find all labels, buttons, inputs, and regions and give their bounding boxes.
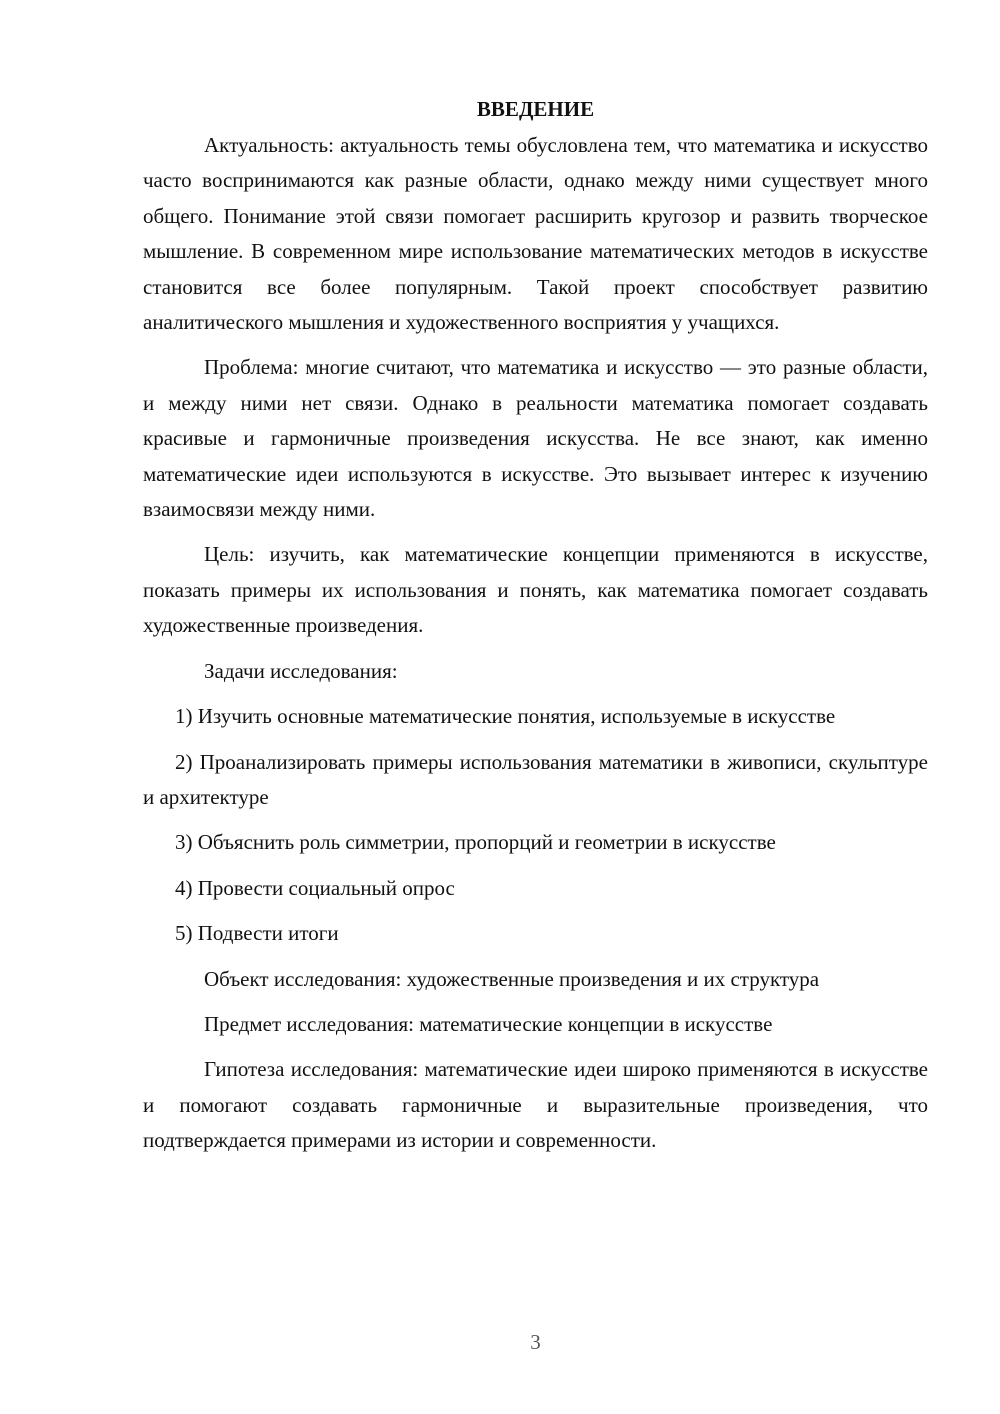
task-item-1: 1) Изучить основные математические понятия, используемые в искусстве <box>175 704 836 729</box>
goal-paragraph: Цель: изучить, как математические концепции применяются в искусстве, показать примеры их использования и понять, как математика помогает создавать художественные произведения. <box>143 542 928 638</box>
subject-paragraph: Предмет исследования: математические концепции в искусстве <box>204 1011 773 1036</box>
problem-paragraph: Проблема: многие считают, что математика и искусство — это разные области, и между ними нет связи. Однако в реальности математика помогает создавать красивые и гармоничные произведения искусства. Не все знают, как именно математические идеи используются в искусстве. Это вызывает интерес к изучению взаимосвязи между ними. <box>143 355 928 522</box>
task-item-4: 4) Провести социальный опрос <box>175 875 455 900</box>
relevance-paragraph: Актуальность: актуальность темы обусловлена тем, что математика и искусство часто воспринимаются как разные области, однако между ними существует много общего. Понимание этой связи помогает расширить кругозор и развить творческое мышление. В современном мире использование математических методов в искусстве становится все более популярным. Такой проект способствует развитию аналитического мышления и художественного восприятия у учащихся. <box>143 133 928 335</box>
object-paragraph: Объект исследования: художественные произведения и их структура <box>204 966 820 991</box>
tasks-heading: Задачи исследования: <box>204 658 398 683</box>
section-heading: ВВЕДЕНИЕ <box>476 97 595 121</box>
task-item-2: 2) Проанализировать примеры использования математики в живописи, скульптуре и архитектуре <box>143 749 928 809</box>
hypothesis-paragraph: Гипотеза исследования: математические идеи широко применяются в искусстве и помогают создавать гармоничные и выразительные произведения, что подтверждается примерами из истории и современности. <box>143 1057 928 1153</box>
task-item-5: 5) Подвести итоги <box>175 921 339 946</box>
document-page <box>143 92 928 1169</box>
page-number: 3 <box>530 1330 541 1354</box>
task-item-3: 3) Объяснить роль симметрии, пропорций и геометрии в искусстве <box>175 830 776 855</box>
